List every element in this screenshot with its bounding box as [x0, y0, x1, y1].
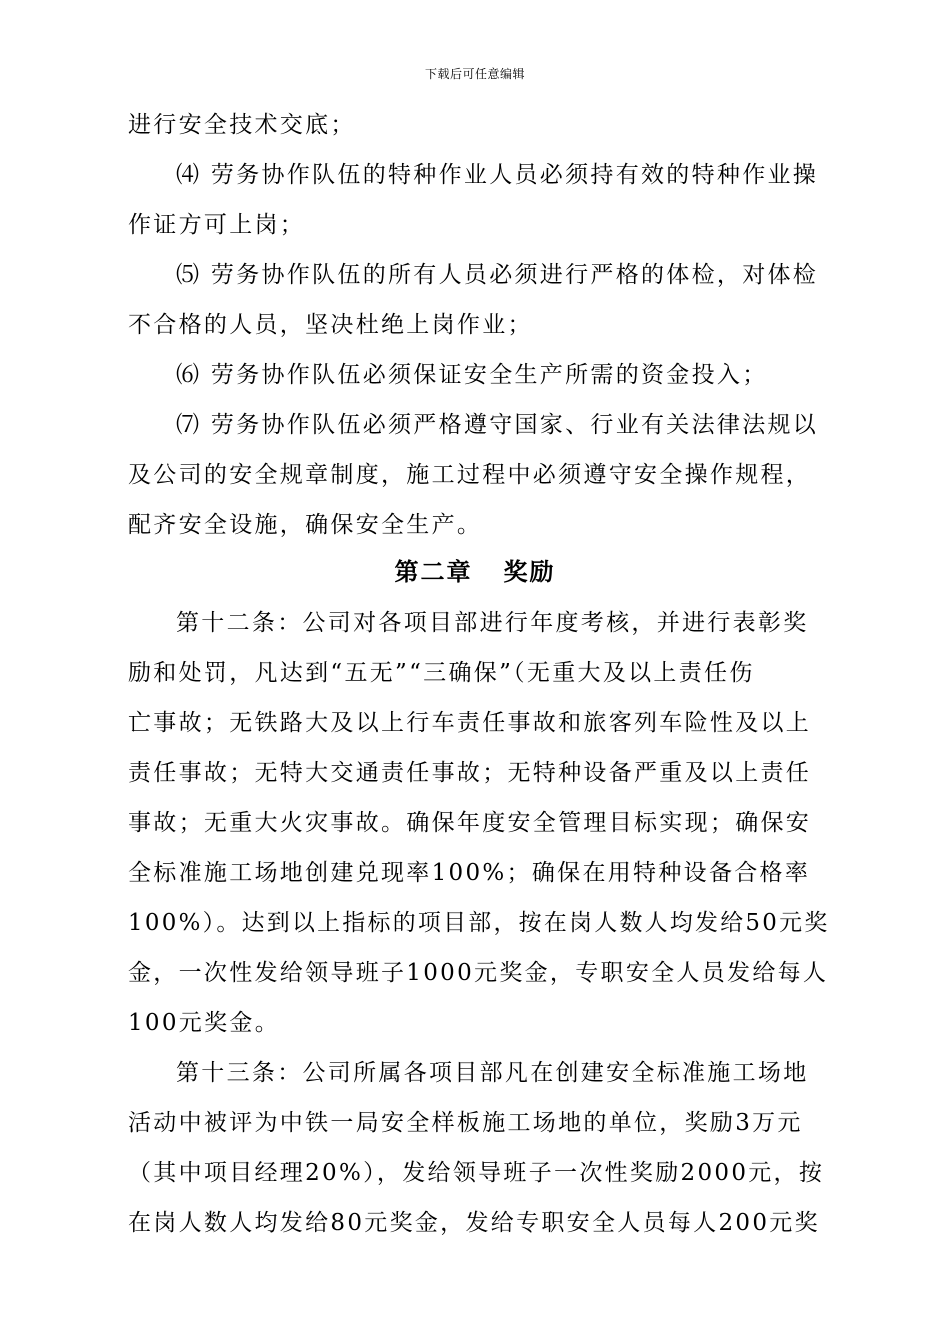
- text-line: ⑹ 劳务协作队伍必须保证安全生产所需的资金投入；: [176, 362, 768, 388]
- text-line: ⑺ 劳务协作队伍必须严格遵守国家、行业有关法律法规以: [176, 412, 819, 438]
- text-line: 不合格的人员，坚决杜绝上岗作业；: [128, 312, 533, 338]
- text-line: 事故；无重大火灾事故。确保年度安全管理目标实现；确保安: [128, 810, 812, 836]
- text-line: 金，一次性发给领导班子1000元奖金，专职安全人员发给每人: [128, 960, 829, 986]
- text-line: 第十二条：公司对各项目部进行年度考核，并进行表彰奖: [176, 610, 809, 636]
- text-line: （其中项目经理20%），发给领导班子一次性奖励2000元，按: [128, 1160, 825, 1186]
- page-header: 下载后可任意编辑: [424, 67, 525, 81]
- text-line: 励和处罚，凡达到“五无”“三确保”（无重大及以上责任伤: [128, 660, 755, 686]
- text-line: 100元奖金。: [128, 1010, 280, 1036]
- text-line: 亡事故；无铁路大及以上行车责任事故和旅客列车险性及以上: [128, 710, 812, 736]
- text-line: 责任事故；无特大交通责任事故；无特种设备严重及以上责任: [128, 760, 812, 786]
- text-line: 作证方可上岗；: [128, 212, 306, 238]
- text-line: ⑷ 劳务协作队伍的特种作业人员必须持有效的特种作业操: [176, 162, 819, 188]
- text-line: 全标准施工场地创建兑现率100%；确保在用特种设备合格率: [128, 860, 811, 886]
- text-line: 100%）。达到以上指标的项目部，按在岗人数人均发给50元奖: [128, 910, 830, 936]
- text-line: ⑸ 劳务协作队伍的所有人员必须进行严格的体检，对体检: [176, 262, 819, 288]
- chapter-heading: 第二章 奖励: [394, 557, 556, 586]
- text-line: 配齐安全设施，确保安全生产。: [128, 512, 483, 538]
- text-line: 及公司的安全规章制度，施工过程中必须遵守安全操作规程，: [128, 462, 812, 488]
- text-line: 第十三条：公司所属各项目部凡在创建安全标准施工场地: [176, 1060, 809, 1086]
- text-line: 活动中被评为中铁一局安全样板施工场地的单位，奖励3万元: [128, 1110, 803, 1136]
- text-line: 在岗人数人均发给80元奖金，发给专职安全人员每人200元奖: [128, 1210, 820, 1236]
- text-line: 进行安全技术交底；: [128, 112, 356, 138]
